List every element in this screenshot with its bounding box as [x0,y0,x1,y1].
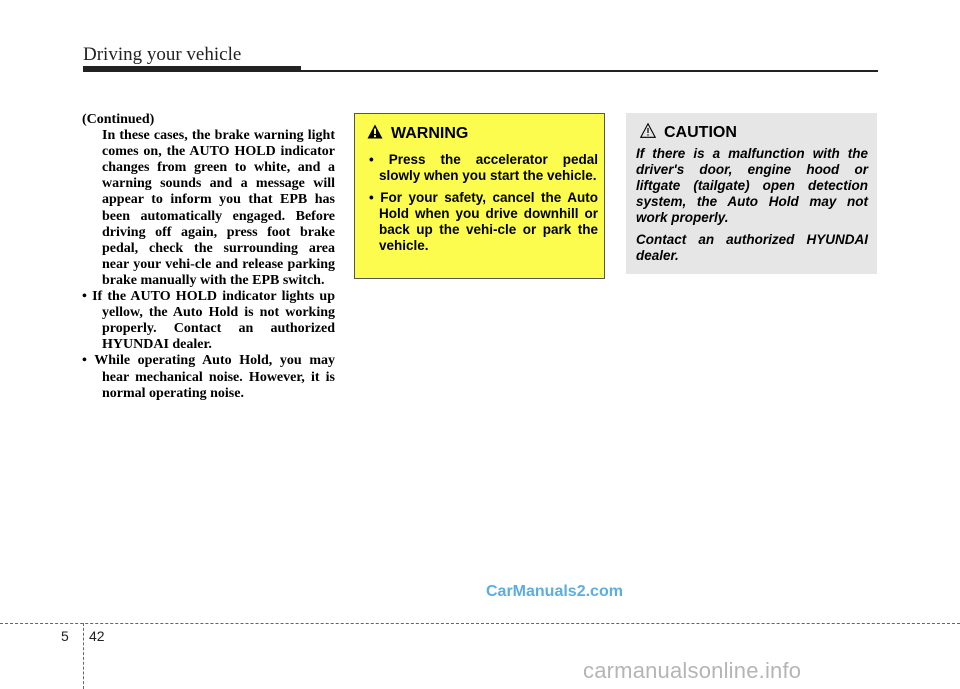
body-paragraph: In these cases, the brake warning light comes on, the AUTO HOLD indicator changes from green to white, and a warning sounds and a message will appear to inform you that EPB has been automatically engaged. Before driving off again, press foot brake pedal, check the surrounding area near your vehi-cle and release parking brake manually with the EPB switch. [102,128,335,288]
body-text-column [82,112,335,402]
footer-divider-vertical [83,623,84,689]
warning-item-cancel-auto-hold: • For your safety, cancel the Auto Hold when you drive downhill or back up the vehi-cle or park the vehicle. [369,190,598,253]
bottom-watermark: carmanualsonline.info [583,658,802,683]
caution-title-text: CAUTION [664,124,737,141]
warning-item-accelerator: • Press the accelerator pedal slowly when you start the vehicle. [369,152,598,183]
bullet-item-mechanical-noise: • While operating Auto Hold, you may hear mechanical noise. However, it is normal operating noise. [82,353,335,401]
warning-triangle-icon [367,124,383,144]
warning-title [367,124,468,144]
caution-paragraph-contact-dealer: Contact an authorized HYUNDAI dealer. [636,232,868,263]
footer-divider [0,623,960,624]
warning-title-text: WARNING [391,125,469,142]
header-rule-thick [83,66,301,72]
header-rule-thin [301,70,878,72]
warning-box [354,113,605,279]
page-number: 42 [89,628,105,644]
caution-title [640,123,737,143]
caution-triangle-icon [640,123,656,143]
watermark-link[interactable]: CarManuals2.com [486,583,623,600]
page-header-title: Driving your vehicle [83,44,242,65]
caution-box [626,113,877,274]
chapter-number: 5 [61,628,69,644]
caution-text [636,146,868,270]
continued-label: (Continued) [82,112,155,127]
bullet-item-auto-hold-yellow: • If the AUTO HOLD indicator lights up yellow, the Auto Hold is not working properly. Contact an authorized HYUNDAI dealer. [82,289,335,353]
caution-paragraph-malfunction: If there is a malfunction with the driver's door, engine hood or liftgate (tailgate) open detection system, the Auto Hold may not work properly. [636,146,868,225]
warning-list [365,152,598,260]
